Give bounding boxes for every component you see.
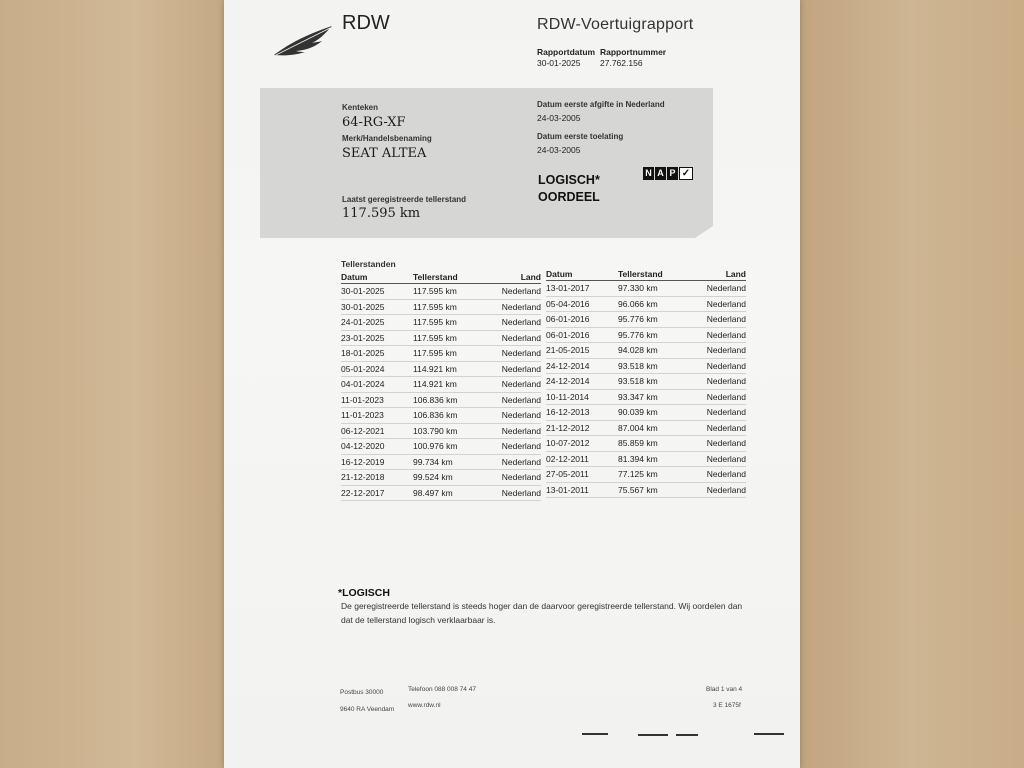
reading-value: 97.330 km	[618, 281, 688, 297]
first-registration-nl-date: 24-03-2005	[537, 113, 581, 123]
reading-country: Nederland	[483, 423, 541, 439]
plate-label: Kenteken	[342, 103, 379, 112]
footer-mark	[638, 734, 668, 736]
reading-country: Nederland	[688, 312, 746, 328]
reading-date: 13-01-2017	[546, 281, 618, 297]
reading-value: 98.497 km	[413, 485, 483, 501]
reading-country: Nederland	[483, 315, 541, 331]
reading-date: 30-01-2025	[341, 299, 413, 315]
reading-date: 16-12-2013	[546, 405, 618, 421]
reading-value: 93.347 km	[618, 389, 688, 405]
table-row	[341, 392, 541, 408]
reading-date: 10-07-2012	[546, 436, 618, 452]
footer-website: www.rdw.nl	[408, 702, 441, 709]
footer-mark	[754, 733, 784, 735]
odometer-value: 117.595 km	[342, 206, 421, 221]
reading-date: 21-05-2015	[546, 343, 618, 359]
table-row	[341, 439, 541, 455]
reading-value: 99.734 km	[413, 454, 483, 470]
reading-value: 77.125 km	[618, 467, 688, 483]
column-header-date: Datum	[341, 270, 413, 284]
reading-date: 06-01-2016	[546, 327, 618, 343]
table-row	[546, 343, 746, 359]
reading-country: Nederland	[483, 470, 541, 486]
first-registration-nl-label: Datum eerste afgifte in Nederland	[537, 100, 665, 109]
table-row	[341, 361, 541, 377]
make-value: SEAT ALTEA	[342, 146, 427, 161]
report-date: 30-01-2025	[537, 58, 581, 68]
reading-country: Nederland	[483, 346, 541, 362]
reading-date: 23-01-2025	[341, 330, 413, 346]
reading-date: 05-01-2024	[341, 361, 413, 377]
reading-date: 21-12-2012	[546, 420, 618, 436]
footer-mark	[676, 734, 698, 736]
table-row	[546, 358, 746, 374]
reading-date: 24-12-2014	[546, 358, 618, 374]
table-header-row	[546, 267, 746, 281]
table-row	[341, 408, 541, 424]
reading-country: Nederland	[688, 296, 746, 312]
reading-country: Nederland	[483, 299, 541, 315]
table-row	[546, 451, 746, 467]
reading-date: 24-01-2025	[341, 315, 413, 331]
column-header-country: Land	[688, 267, 746, 281]
readings-title: Tellerstanden	[341, 259, 396, 269]
note-text: De geregistreerde tellerstand is steeds hoger dan de daarvoor geregistreerde tellerstand. Wij oordelen dan dat de tellerstand logisch verklaarbaar is.	[341, 601, 743, 625]
reading-value: 114.921 km	[413, 361, 483, 377]
reading-country: Nederland	[483, 377, 541, 393]
reading-country: Nederland	[483, 454, 541, 470]
reading-value: 106.836 km	[413, 392, 483, 408]
reading-value: 95.776 km	[618, 312, 688, 328]
table-row	[341, 315, 541, 331]
footer-postbus: Postbus 30000	[340, 689, 384, 696]
reading-value: 100.976 km	[413, 439, 483, 455]
rdw-feather-logo-icon	[272, 24, 334, 58]
report-title: RDW-Voertuigrapport	[537, 16, 694, 33]
reading-value: 95.776 km	[618, 327, 688, 343]
column-header-date: Datum	[546, 267, 618, 281]
odometer-label: Laatst geregistreerde tellerstand	[342, 195, 467, 204]
footer-mark	[582, 733, 608, 735]
reading-date: 24-12-2014	[546, 374, 618, 390]
reading-value: 117.595 km	[413, 315, 483, 331]
reading-country: Nederland	[483, 408, 541, 424]
reading-date: 10-11-2014	[546, 389, 618, 405]
table-row	[546, 296, 746, 312]
nap-letter-n: N	[643, 167, 654, 180]
table-row	[546, 436, 746, 452]
reading-date: 30-01-2025	[341, 284, 413, 300]
reading-country: Nederland	[688, 482, 746, 498]
reading-date: 13-01-2011	[546, 482, 618, 498]
note-heading: *LOGISCH	[338, 587, 390, 599]
reading-value: 81.394 km	[618, 451, 688, 467]
reading-value: 96.066 km	[618, 296, 688, 312]
column-header-country: Land	[483, 270, 541, 284]
reading-date: 21-12-2018	[341, 470, 413, 486]
first-admission-label: Datum eerste toelating	[537, 132, 624, 141]
reading-country: Nederland	[483, 392, 541, 408]
reading-country: Nederland	[483, 361, 541, 377]
footer-document-code: 3 E 1675f	[713, 702, 741, 709]
report-date-label: Rapportdatum	[537, 47, 596, 57]
reading-country: Nederland	[688, 281, 746, 297]
table-row	[546, 405, 746, 421]
reading-country: Nederland	[688, 405, 746, 421]
footer-page-number: Blad 1 van 4	[706, 686, 743, 693]
table-row	[546, 374, 746, 390]
reading-date: 06-01-2016	[546, 312, 618, 328]
reading-country: Nederland	[688, 467, 746, 483]
reading-date: 04-01-2024	[341, 377, 413, 393]
reading-country: Nederland	[688, 451, 746, 467]
reading-country: Nederland	[688, 327, 746, 343]
reading-country: Nederland	[483, 439, 541, 455]
reading-value: 117.595 km	[413, 284, 483, 300]
table-row	[341, 330, 541, 346]
reading-date: 27-05-2011	[546, 467, 618, 483]
reading-country: Nederland	[688, 343, 746, 359]
table-row	[546, 420, 746, 436]
reading-date: 06-12-2021	[341, 423, 413, 439]
reading-date: 05-04-2016	[546, 296, 618, 312]
reading-value: 75.567 km	[618, 482, 688, 498]
reading-value: 90.039 km	[618, 405, 688, 421]
nap-letter-p: P	[667, 167, 678, 180]
reading-country: Nederland	[688, 436, 746, 452]
wood-background-right	[800, 0, 1024, 768]
readings-right-body	[546, 281, 746, 498]
reading-value: 94.028 km	[618, 343, 688, 359]
reading-date: 22-12-2017	[341, 485, 413, 501]
brand-name: RDW	[342, 12, 390, 34]
report-number: 27.762.156	[600, 58, 643, 68]
readings-table-right	[546, 267, 746, 498]
readings-table-left	[341, 270, 541, 501]
reading-value: 106.836 km	[413, 408, 483, 424]
readings-left-body	[341, 284, 541, 501]
reading-country: Nederland	[688, 358, 746, 374]
reading-country: Nederland	[688, 374, 746, 390]
table-row	[546, 482, 746, 498]
table-row	[341, 485, 541, 501]
reading-date: 16-12-2019	[341, 454, 413, 470]
table-row	[341, 470, 541, 486]
footer-phone: Telefoon 088 008 74 47	[408, 686, 476, 693]
reading-date: 18-01-2025	[341, 346, 413, 362]
table-row	[341, 346, 541, 362]
reading-value: 87.004 km	[618, 420, 688, 436]
make-label: Merk/Handelsbenaming	[342, 134, 432, 143]
reading-value: 93.518 km	[618, 374, 688, 390]
reading-date: 04-12-2020	[341, 439, 413, 455]
reading-value: 103.790 km	[413, 423, 483, 439]
table-row	[546, 467, 746, 483]
reading-value: 117.595 km	[413, 330, 483, 346]
nap-check-icon: ✓	[679, 167, 693, 180]
verdict-line-1: LOGISCH*	[538, 173, 600, 187]
wood-background-left	[0, 0, 226, 768]
reading-date: 11-01-2023	[341, 408, 413, 424]
verdict-text	[538, 172, 600, 206]
verdict-line-2: OORDEEL	[538, 190, 600, 204]
table-row	[546, 281, 746, 297]
reading-country: Nederland	[483, 485, 541, 501]
table-row	[546, 389, 746, 405]
table-row	[341, 299, 541, 315]
table-row	[341, 377, 541, 393]
reading-date: 02-12-2011	[546, 451, 618, 467]
reading-value: 99.524 km	[413, 470, 483, 486]
reading-value: 117.595 km	[413, 299, 483, 315]
table-row	[341, 284, 541, 300]
reading-value: 85.859 km	[618, 436, 688, 452]
first-admission-date: 24-03-2005	[537, 145, 581, 155]
reading-value: 114.921 km	[413, 377, 483, 393]
plate-number: 64-RG-XF	[342, 115, 406, 130]
table-row	[546, 312, 746, 328]
report-number-label: Rapportnummer	[600, 47, 667, 57]
column-header-reading: Tellerstand	[618, 267, 688, 281]
table-header-row	[341, 270, 541, 284]
reading-country: Nederland	[688, 420, 746, 436]
footer-city: 9640 RA Veendam	[340, 706, 395, 713]
vehicle-summary-panel	[260, 88, 713, 238]
nap-letter-a: A	[655, 167, 666, 180]
reading-date: 11-01-2023	[341, 392, 413, 408]
table-row	[341, 423, 541, 439]
reading-value: 117.595 km	[413, 346, 483, 362]
column-header-reading: Tellerstand	[413, 270, 483, 284]
reading-value: 93.518 km	[618, 358, 688, 374]
table-row	[546, 327, 746, 343]
reading-country: Nederland	[483, 284, 541, 300]
table-row	[341, 454, 541, 470]
reading-country: Nederland	[688, 389, 746, 405]
reading-country: Nederland	[483, 330, 541, 346]
report-page	[224, 0, 800, 768]
nap-badge	[643, 167, 694, 182]
